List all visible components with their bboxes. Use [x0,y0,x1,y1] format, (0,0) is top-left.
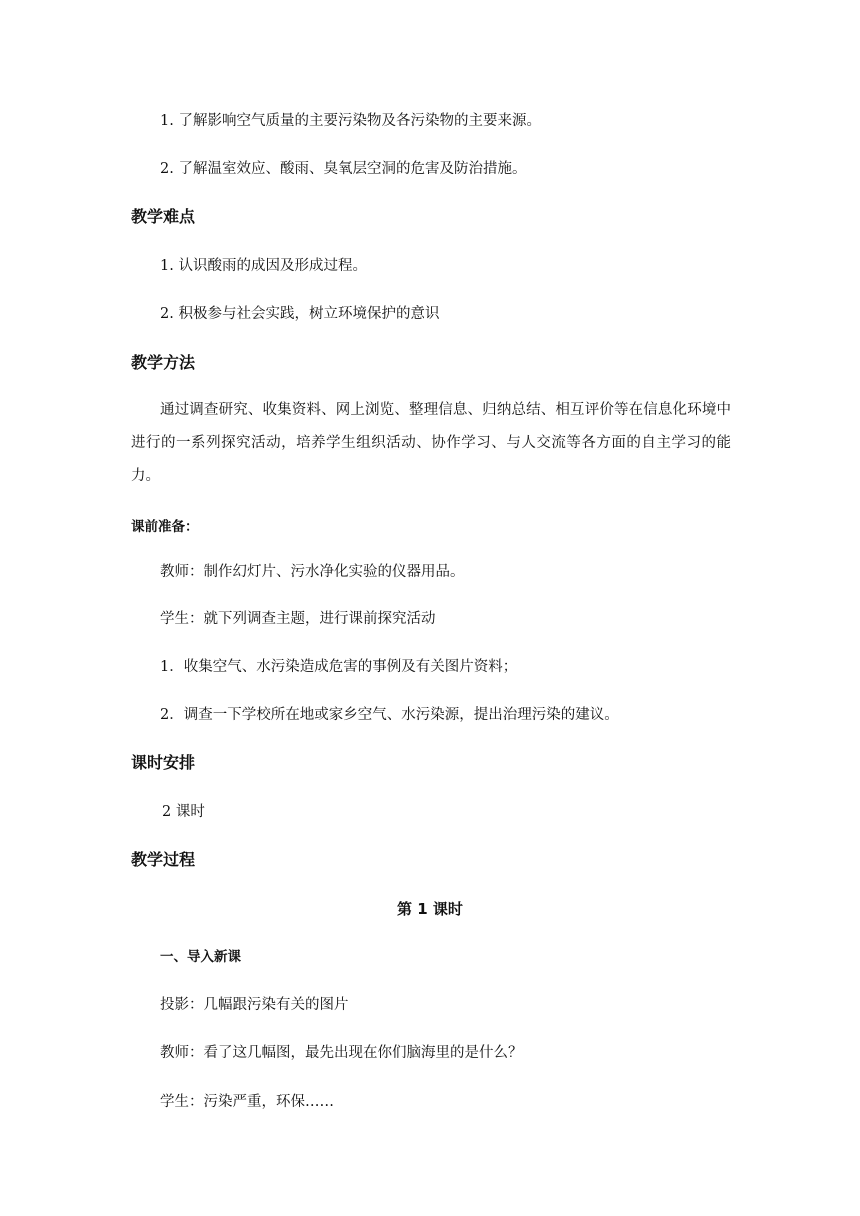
process-line-3: 学生：污染严重，环保…… [160,1094,334,1110]
process-line-2: 教师：看了这几幅图，最先出现在你们脑海里的是什么？ [160,1045,523,1061]
difficulties-heading: 教学难点 [131,207,196,226]
section-intro-heading: 一、导入新课 [160,949,241,965]
schedule-text: 2 课时 [162,804,205,820]
difficulty-item-1: 1. 认识酸雨的成因及形成过程。 [160,258,367,274]
schedule-heading: 课时安排 [131,753,196,772]
preparation-item-1: 1．收集空气、水污染造成危害的事例及有关图片资料； [160,659,518,675]
goal-item-1: 1. 了解影响空气质量的主要污染物及各污染物的主要来源。 [160,113,541,129]
preparation-heading: 课前准备： [131,519,199,535]
methods-heading: 教学方法 [131,353,196,372]
process-line-1: 投影：几幅跟污染有关的图片 [160,997,349,1013]
preparation-item-2: 2．调查一下学校所在地或家乡空气、水污染源，提出治理污染的建议。 [160,707,619,723]
methods-paragraph: 通过调查研究、收集资料、网上浏览、整理信息、归纳总结、相互评价等在信息化环境中进行的一系列探究活动，培养学生组织活动、协作学习、与人交流等各方面的自主学习的能力。 [131,402,731,484]
lesson-title: 第 1 课时 [397,900,463,918]
difficulty-item-2: 2. 积极参与社会实践，树立环境保护的意识 [160,306,440,322]
goal-item-2: 2. 了解温室效应、酸雨、臭氧层空洞的危害及防治措施。 [160,161,527,177]
preparation-student: 学生：就下列调查主题，进行课前探究活动 [160,611,436,627]
preparation-teacher: 教师：制作幻灯片、污水净化实验的仪器用品。 [160,564,465,580]
process-heading: 教学过程 [131,850,196,869]
